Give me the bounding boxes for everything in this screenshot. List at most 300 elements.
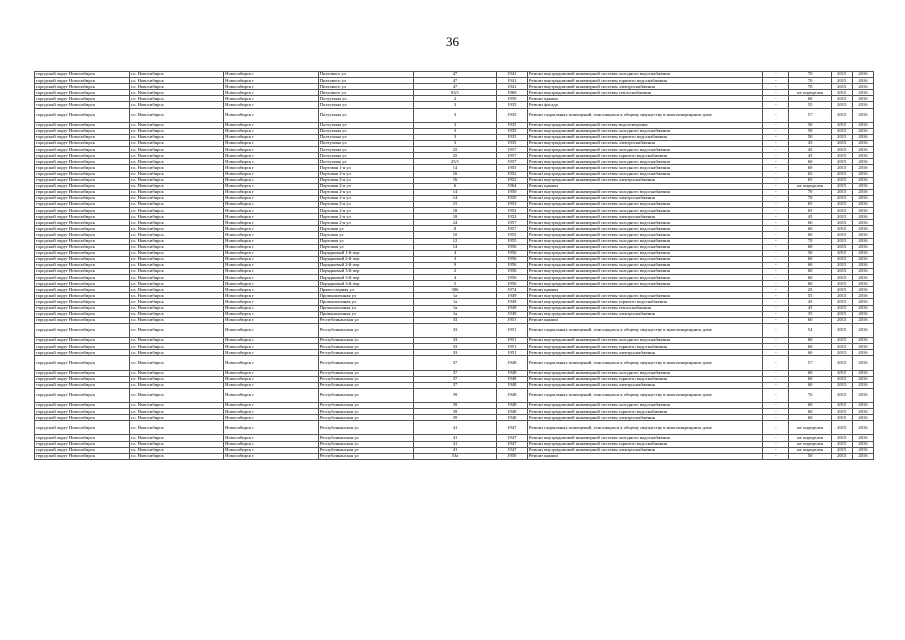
settlement-cell: г.о. Новосибирск [129, 453, 224, 459]
municipality-cell: городской округ Новосибирск [35, 90, 130, 96]
start-year-cell: 2015 [831, 317, 852, 323]
work-type-cell: Ремонт внутридомовой инженерной системы холодного водоснабжения [527, 72, 762, 78]
city-cell: Новосибирск г [224, 350, 319, 356]
work-type-cell: Ремонт крыши [527, 96, 762, 102]
city-cell: Новосибирск г [224, 269, 319, 275]
house-number-cell: 37 [414, 356, 496, 370]
end-year-cell: 2016 [852, 453, 873, 459]
municipality-cell: городской округ Новосибирск [35, 275, 130, 281]
house-number-cell: 37 [414, 376, 496, 382]
wear-percent-cell: 70 [789, 189, 831, 195]
work-type-cell: Ремонт внутридомовой инженерной системы холодного водоснабжения [527, 269, 762, 275]
build-year-cell: 1955 [496, 165, 527, 171]
end-year-cell: 2016 [852, 250, 873, 256]
house-number-cell: 93/1 [414, 90, 496, 96]
house-number-cell: 33 [414, 317, 496, 323]
street-cell: Порядковый 1-й пер [318, 250, 414, 256]
end-year-cell: 2016 [852, 226, 873, 232]
end-year-cell: 2016 [852, 238, 873, 244]
work-type-cell: Ремонт внутридомовой инженерной системы горячего водоснабжения [527, 344, 762, 350]
city-cell: Новосибирск г [224, 382, 319, 388]
wear-percent-cell: 60 [789, 226, 831, 232]
settlement-cell: г.о. Новосибирск [129, 293, 224, 299]
dash-cell: - [763, 201, 789, 207]
work-type-cell: Ремонт внутридомовой инженерной системы холодного водоснабжения [527, 128, 762, 134]
settlement-cell: г.о. Новосибирск [129, 165, 224, 171]
build-year-cell: 1948 [496, 388, 527, 402]
street-cell: Право-озерная ул [318, 287, 414, 293]
work-type-cell: Ремонт подвальных помещений, относящихся к общему имуществу в многоквартирном доме [527, 388, 762, 402]
dash-cell: - [763, 153, 789, 159]
municipality-cell: городской округ Новосибирск [35, 388, 130, 402]
municipality-cell: городской округ Новосибирск [35, 141, 130, 147]
work-type-cell: Ремонт внутридомовой инженерной системы холодного водоснабжения [527, 435, 762, 441]
page-number: 36 [446, 34, 459, 49]
settlement-cell: г.о. Новосибирск [129, 311, 224, 317]
work-type-cell: Ремонт внутридомовой инженерной системы горячего водоснабжения [527, 299, 762, 305]
work-type-cell: Ремонт внутридомовой инженерной системы холодного водоснабжения [527, 201, 762, 207]
municipality-cell: городской округ Новосибирск [35, 84, 130, 90]
house-number-cell: 10 [414, 232, 496, 238]
build-year-cell: 1941 [496, 78, 527, 84]
start-year-cell: 2015 [831, 250, 852, 256]
settlement-cell: г.о. Новосибирск [129, 84, 224, 90]
build-year-cell: 1949 [496, 311, 527, 317]
dash-cell: - [763, 287, 789, 293]
build-year-cell: 1956 [496, 250, 527, 256]
work-type-cell: Ремонт внутридомовой инженерной системы холодного водоснабжения [527, 189, 762, 195]
build-year-cell: 1956 [496, 269, 527, 275]
settlement-cell: г.о. Новосибирск [129, 141, 224, 147]
municipality-cell: городской округ Новосибирск [35, 122, 130, 128]
wear-percent-cell: 70 [789, 238, 831, 244]
house-number-cell: 25 [414, 147, 496, 153]
work-type-cell: Ремонт внутридомовой инженерной системы холодного водоснабжения [527, 250, 762, 256]
wear-percent-cell: 70 [789, 78, 831, 84]
city-cell: Новосибирск г [224, 220, 319, 226]
end-year-cell: 2016 [852, 256, 873, 262]
settlement-cell: г.о. Новосибирск [129, 447, 224, 453]
settlement-cell: г.о. Новосибирск [129, 376, 224, 382]
dash-cell: - [763, 90, 789, 96]
city-cell: Новосибирск г [224, 141, 319, 147]
wear-percent-cell: не определен [789, 421, 831, 435]
build-year-cell: 1948 [496, 415, 527, 421]
end-year-cell: 2016 [852, 293, 873, 299]
settlement-cell: г.о. Новосибирск [129, 350, 224, 356]
settlement-cell: г.о. Новосибирск [129, 147, 224, 153]
house-number-cell: 53а [414, 453, 496, 459]
start-year-cell: 2015 [831, 165, 852, 171]
municipality-cell: городской округ Новосибирск [35, 214, 130, 220]
municipality-cell: городской округ Новосибирск [35, 238, 130, 244]
house-number-cell: 8 [414, 226, 496, 232]
settlement-cell: г.о. Новосибирск [129, 281, 224, 287]
wear-percent-cell: не определен [789, 435, 831, 441]
settlement-cell: г.о. Новосибирск [129, 402, 224, 408]
municipality-cell: городской округ Новосибирск [35, 269, 130, 275]
city-cell: Новосибирск г [224, 344, 319, 350]
street-cell: Республиканская ул [318, 409, 414, 415]
build-year-cell: 1941 [496, 84, 527, 90]
wear-percent-cell: 55 [789, 293, 831, 299]
repair-schedule-table [34, 71, 874, 460]
wear-percent-cell: 60 [789, 96, 831, 102]
house-number-cell: 37 [414, 382, 496, 388]
house-number-cell: 15 [414, 201, 496, 207]
build-year-cell: 1948 [496, 376, 527, 382]
start-year-cell: 2015 [831, 147, 852, 153]
street-cell: Портовая 2-я ул [318, 171, 414, 177]
work-type-cell: Ремонт внутридомовой инженерной системы холодного водоснабжения [527, 293, 762, 299]
municipality-cell: городской округ Новосибирск [35, 226, 130, 232]
end-year-cell: 2016 [852, 370, 873, 376]
house-number-cell: 3 [414, 256, 496, 262]
municipality-cell: городской округ Новосибирск [35, 376, 130, 382]
house-number-cell: 39 [414, 415, 496, 421]
work-type-cell: Ремонт крыши [527, 317, 762, 323]
build-year-cell: 1969 [496, 90, 527, 96]
end-year-cell: 2016 [852, 208, 873, 214]
end-year-cell: 2016 [852, 356, 873, 370]
end-year-cell: 2016 [852, 90, 873, 96]
settlement-cell: г.о. Новосибирск [129, 421, 224, 435]
house-number-cell: 1а [414, 293, 496, 299]
street-cell: Пихтового ул [318, 72, 414, 78]
municipality-cell: городской округ Новосибирск [35, 195, 130, 201]
start-year-cell: 2015 [831, 350, 852, 356]
municipality-cell: городской округ Новосибирск [35, 147, 130, 153]
city-cell: Новосибирск г [224, 122, 319, 128]
end-year-cell: 2016 [852, 195, 873, 201]
house-number-cell: 47 [414, 72, 496, 78]
municipality-cell: городской округ Новосибирск [35, 201, 130, 207]
house-number-cell: 33 [414, 323, 496, 337]
work-type-cell: Ремонт внутридомовой инженерной системы горячего водоснабжения [527, 409, 762, 415]
municipality-cell: городской округ Новосибирск [35, 102, 130, 108]
start-year-cell: 2015 [831, 409, 852, 415]
city-cell: Новосибирск г [224, 409, 319, 415]
start-year-cell: 2015 [831, 238, 852, 244]
city-cell: Новосибирск г [224, 441, 319, 447]
municipality-cell: городской округ Новосибирск [35, 441, 130, 447]
start-year-cell: 2015 [831, 153, 852, 159]
municipality-cell: городской округ Новосибирск [35, 250, 130, 256]
municipality-cell: городской округ Новосибирск [35, 287, 130, 293]
work-type-cell: Ремонт внутридомовой инженерной системы электроснабжения [527, 447, 762, 453]
wear-percent-cell: 60 [789, 244, 831, 250]
wear-percent-cell: 45 [789, 214, 831, 220]
street-cell: Республиканская ул [318, 415, 414, 421]
dash-cell: - [763, 250, 789, 256]
wear-percent-cell: 45 [789, 147, 831, 153]
settlement-cell: г.о. Новосибирск [129, 226, 224, 232]
city-cell: Новосибирск г [224, 189, 319, 195]
city-cell: Новосибирск г [224, 262, 319, 268]
city-cell: Новосибирск г [224, 287, 319, 293]
wear-percent-cell: 60 [789, 275, 831, 281]
city-cell: Новосибирск г [224, 195, 319, 201]
build-year-cell: 1955 [496, 238, 527, 244]
build-year-cell: 1948 [496, 370, 527, 376]
end-year-cell: 2016 [852, 147, 873, 153]
wear-percent-cell: 60 [789, 350, 831, 356]
build-year-cell: 1956 [496, 244, 527, 250]
municipality-cell: городской округ Новосибирск [35, 72, 130, 78]
house-number-cell: 4 [414, 250, 496, 256]
wear-percent-cell: 45 [789, 305, 831, 311]
work-type-cell: Ремонт внутридомовой инженерной системы электроснабжения [527, 84, 762, 90]
work-type-cell: Ремонт внутридомовой инженерной системы холодного водоснабжения [527, 226, 762, 232]
city-cell: Новосибирск г [224, 153, 319, 159]
street-cell: Портовая 2-я ул [318, 195, 414, 201]
city-cell: Новосибирск г [224, 256, 319, 262]
build-year-cell: 1950 [496, 195, 527, 201]
city-cell: Новосибирск г [224, 453, 319, 459]
wear-percent-cell: 65 [789, 201, 831, 207]
end-year-cell: 2016 [852, 388, 873, 402]
municipality-cell: городской округ Новосибирск [35, 305, 130, 311]
dash-cell: - [763, 96, 789, 102]
wear-percent-cell: 55 [789, 102, 831, 108]
start-year-cell: 2015 [831, 122, 852, 128]
build-year-cell: 1957 [496, 153, 527, 159]
dash-cell: - [763, 370, 789, 376]
house-number-cell: 39 [414, 402, 496, 408]
work-type-cell: Ремонт подвальных помещений, относящихся к общему имуществу в многоквартирном доме [527, 421, 762, 435]
city-cell: Новосибирск г [224, 275, 319, 281]
end-year-cell: 2016 [852, 244, 873, 250]
settlement-cell: г.о. Новосибирск [129, 238, 224, 244]
start-year-cell: 2015 [831, 183, 852, 189]
work-type-cell: Ремонт внутридомовой инженерной системы электроснабжения [527, 141, 762, 147]
street-cell: Республиканская ул [318, 441, 414, 447]
street-cell: Полтухина ул [318, 102, 414, 108]
wear-percent-cell: 60 [789, 159, 831, 165]
settlement-cell: г.о. Новосибирск [129, 269, 224, 275]
street-cell: Полтухина ул [318, 134, 414, 140]
build-year-cell: 1935 [496, 128, 527, 134]
city-cell: Новосибирск г [224, 421, 319, 435]
house-number-cell: 306 [414, 287, 496, 293]
build-year-cell: 1948 [496, 409, 527, 415]
end-year-cell: 2016 [852, 269, 873, 275]
city-cell: Новосибирск г [224, 159, 319, 165]
build-year-cell: 1951 [496, 350, 527, 356]
work-type-cell: Ремонт внутридомовой инженерной системы электроснабжения [527, 214, 762, 220]
end-year-cell: 2016 [852, 171, 873, 177]
end-year-cell: 2016 [852, 344, 873, 350]
dash-cell: - [763, 72, 789, 78]
settlement-cell: г.о. Новосибирск [129, 382, 224, 388]
city-cell: Новосибирск г [224, 356, 319, 370]
work-type-cell: Ремонт внутридомовой инженерной системы электроснабжения [527, 195, 762, 201]
street-cell: Портовая ул [318, 244, 414, 250]
work-type-cell: Ремонт внутридомовой инженерной системы холодного водоснабжения [527, 147, 762, 153]
end-year-cell: 2016 [852, 421, 873, 435]
build-year-cell: 1948 [496, 402, 527, 408]
work-type-cell: Ремонт внутридомовой инженерной системы холодного водоснабжения [527, 244, 762, 250]
city-cell: Новосибирск г [224, 293, 319, 299]
municipality-cell: городской округ Новосибирск [35, 244, 130, 250]
city-cell: Новосибирск г [224, 402, 319, 408]
house-number-cell: 33 [414, 350, 496, 356]
wear-percent-cell: 60 [789, 165, 831, 171]
municipality-cell: городской округ Новосибирск [35, 134, 130, 140]
settlement-cell: г.о. Новосибирск [129, 171, 224, 177]
street-cell: Промышленная ул [318, 293, 414, 299]
city-cell: Новосибирск г [224, 72, 319, 78]
house-number-cell: 3 [414, 108, 496, 122]
start-year-cell: 2015 [831, 102, 852, 108]
start-year-cell: 2015 [831, 244, 852, 250]
dash-cell: - [763, 453, 789, 459]
settlement-cell: г.о. Новосибирск [129, 108, 224, 122]
work-type-cell: Ремонт внутридомовой инженерной системы водоотведения [527, 122, 762, 128]
start-year-cell: 2015 [831, 96, 852, 102]
dash-cell: - [763, 350, 789, 356]
start-year-cell: 2015 [831, 382, 852, 388]
work-type-cell: Ремонт внутридомовой инженерной системы теплоснабжения [527, 305, 762, 311]
municipality-cell: городской округ Новосибирск [35, 299, 130, 305]
municipality-cell: городской округ Новосибирск [35, 108, 130, 122]
start-year-cell: 2015 [831, 299, 852, 305]
start-year-cell: 2015 [831, 305, 852, 311]
table-row [35, 108, 874, 122]
end-year-cell: 2016 [852, 128, 873, 134]
settlement-cell: г.о. Новосибирск [129, 153, 224, 159]
wear-percent-cell: 60 [789, 262, 831, 268]
street-cell: Республиканская ул [318, 356, 414, 370]
city-cell: Новосибирск г [224, 165, 319, 171]
build-year-cell: 1950 [496, 453, 527, 459]
dash-cell: - [763, 128, 789, 134]
dash-cell: - [763, 281, 789, 287]
municipality-cell: городской округ Новосибирск [35, 96, 130, 102]
dash-cell: - [763, 338, 789, 344]
build-year-cell: 1953 [496, 201, 527, 207]
settlement-cell: г.о. Новосибирск [129, 370, 224, 376]
dash-cell: - [763, 102, 789, 108]
build-year-cell: 1948 [496, 382, 527, 388]
work-type-cell: Ремонт внутридомовой инженерной системы электроснабжения [527, 311, 762, 317]
wear-percent-cell: 50 [789, 122, 831, 128]
wear-percent-cell: 35 [789, 311, 831, 317]
house-number-cell: 37 [414, 370, 496, 376]
settlement-cell: г.о. Новосибирск [129, 128, 224, 134]
dash-cell: - [763, 256, 789, 262]
work-type-cell: Ремонт внутридомовой инженерной системы холодного водоснабжения [527, 238, 762, 244]
build-year-cell: 1947 [496, 421, 527, 435]
city-cell: Новосибирск г [224, 147, 319, 153]
start-year-cell: 2015 [831, 78, 852, 84]
start-year-cell: 2015 [831, 128, 852, 134]
wear-percent-cell: 57 [789, 108, 831, 122]
street-cell: Пихтового ул [318, 84, 414, 90]
settlement-cell: г.о. Новосибирск [129, 72, 224, 78]
start-year-cell: 2015 [831, 453, 852, 459]
city-cell: Новосибирск г [224, 244, 319, 250]
build-year-cell: 1959 [496, 96, 527, 102]
end-year-cell: 2016 [852, 96, 873, 102]
municipality-cell: городской округ Новосибирск [35, 281, 130, 287]
start-year-cell: 2015 [831, 338, 852, 344]
house-number-cell: 3 [414, 134, 496, 140]
dash-cell: - [763, 376, 789, 382]
city-cell: Новосибирск г [224, 201, 319, 207]
house-number-cell: 18 [414, 214, 496, 220]
work-type-cell: Ремонт внутридомовой инженерной системы холодного водоснабжения [527, 159, 762, 165]
settlement-cell: г.о. Новосибирск [129, 96, 224, 102]
city-cell: Новосибирск г [224, 447, 319, 453]
city-cell: Новосибирск г [224, 90, 319, 96]
dash-cell: - [763, 165, 789, 171]
work-type-cell: Ремонт внутридомовой инженерной системы холодного водоснабжения [527, 281, 762, 287]
settlement-cell: г.о. Новосибирск [129, 159, 224, 165]
end-year-cell: 2016 [852, 141, 873, 147]
city-cell: Новосибирск г [224, 108, 319, 122]
house-number-cell: 41 [414, 421, 496, 435]
wear-percent-cell: 70 [789, 195, 831, 201]
dash-cell: - [763, 108, 789, 122]
settlement-cell: г.о. Новосибирск [129, 102, 224, 108]
start-year-cell: 2015 [831, 287, 852, 293]
city-cell: Новосибирск г [224, 388, 319, 402]
dash-cell: - [763, 262, 789, 268]
start-year-cell: 2015 [831, 141, 852, 147]
settlement-cell: г.о. Новосибирск [129, 435, 224, 441]
street-cell: Портовая 2-я ул [318, 208, 414, 214]
settlement-cell: г.о. Новосибирск [129, 441, 224, 447]
build-year-cell: 1947 [496, 441, 527, 447]
dash-cell: - [763, 311, 789, 317]
house-number-cell: 18 [414, 208, 496, 214]
build-year-cell: 1947 [496, 447, 527, 453]
end-year-cell: 2016 [852, 305, 873, 311]
work-type-cell: Ремонт крыши [527, 287, 762, 293]
municipality-cell: городской округ Новосибирск [35, 189, 130, 195]
settlement-cell: г.о. Новосибирск [129, 409, 224, 415]
house-number-cell: 3 [414, 128, 496, 134]
dash-cell: - [763, 299, 789, 305]
start-year-cell: 2015 [831, 421, 852, 435]
dash-cell: - [763, 214, 789, 220]
end-year-cell: 2016 [852, 189, 873, 195]
street-cell: Республиканская ул [318, 402, 414, 408]
settlement-cell: г.о. Новосибирск [129, 134, 224, 140]
end-year-cell: 2016 [852, 311, 873, 317]
dash-cell: - [763, 415, 789, 421]
start-year-cell: 2015 [831, 281, 852, 287]
street-cell: Портовая 2-я ул [318, 214, 414, 220]
dash-cell: - [763, 141, 789, 147]
city-cell: Новосибирск г [224, 232, 319, 238]
house-number-cell: 12 [414, 238, 496, 244]
build-year-cell: 1956 [496, 256, 527, 262]
street-cell: Пихтового ул [318, 78, 414, 84]
dash-cell: - [763, 195, 789, 201]
dash-cell: - [763, 171, 789, 177]
house-number-cell: 1а [414, 299, 496, 305]
work-type-cell: Ремонт внутридомовой инженерной системы горячего водоснабжения [527, 441, 762, 447]
street-cell: Республиканская ул [318, 344, 414, 350]
house-number-cell: 4 [414, 275, 496, 281]
start-year-cell: 2015 [831, 171, 852, 177]
dash-cell: - [763, 293, 789, 299]
house-number-cell: 3 [414, 122, 496, 128]
municipality-cell: городской округ Новосибирск [35, 356, 130, 370]
settlement-cell: г.о. Новосибирск [129, 232, 224, 238]
